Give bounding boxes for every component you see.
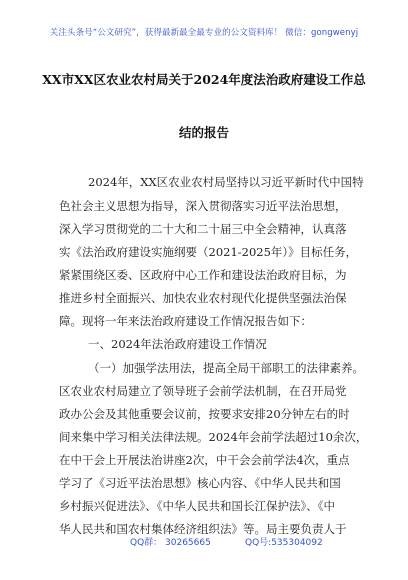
body-line: 2024年，XX区农业农村局坚持以习近平新时代中国特 (88, 175, 364, 189)
body-line: 实《法治政府建设实施纲要（2021-2025年）》目标任务， (59, 245, 358, 259)
body-line: 区农业农村局建立了领导班子会前学法机制，在召开局党 (59, 384, 347, 398)
body-line: 色社会主义思想为指导，深入贯彻落实习近平法治思想， (59, 199, 347, 213)
body-line: 乡村振兴促进法》、《中华人民共和国长江保护法》、《中 (59, 499, 335, 513)
qq-number-link[interactable]: QQ号:535304092 (245, 538, 323, 548)
body-line: 在中干会上开展法治讲座2次，中干会会前学法4次，重点 (59, 453, 350, 467)
subsection-heading: （一）加强学法用法，提高全局干部职工的法律素养。 (88, 361, 364, 375)
body-line: 学习了《习近平法治思想》核心内容、《中华人民共和国 (59, 476, 341, 490)
body-line: 推进乡村全面振兴、加快农业农村现代化提供坚强法治保 (59, 291, 347, 305)
body-line: 华人民共和国农村集体经济组织法》等。局主要负责人于 (59, 522, 347, 536)
qq-group-link[interactable]: QQ群： 30265665 (130, 538, 211, 548)
doc-title-line-1: XX市XX区农业农村局关于2024年度法治政府建设工作总 (42, 72, 366, 87)
body-line: 障。现将一年来法治政府建设工作情况报告如下： (59, 314, 312, 328)
doc-title-line-2: 结的报告 (178, 125, 229, 140)
promo-banner[interactable]: 关注头条号“公文研究”，获得最新最全最专业的公文资料库！ 微信：gongwenyj (49, 28, 359, 38)
body-line: 政办公会及其他重要会议前，按要求安排20分钟左右的时 (59, 407, 350, 421)
body-line: 间来集中学习相关法律法规。2024年会前学法超过10余次， (59, 430, 368, 444)
section-heading: 一、2024年法治政府建设工作情况 (88, 337, 267, 351)
body-line: 深入学习贯彻党的二十大和二十届三中全会精神，认真落 (59, 222, 347, 236)
body-line: 紧紧围绕区委、区政府中心工作和建设法治政府目标，为 (59, 268, 347, 282)
